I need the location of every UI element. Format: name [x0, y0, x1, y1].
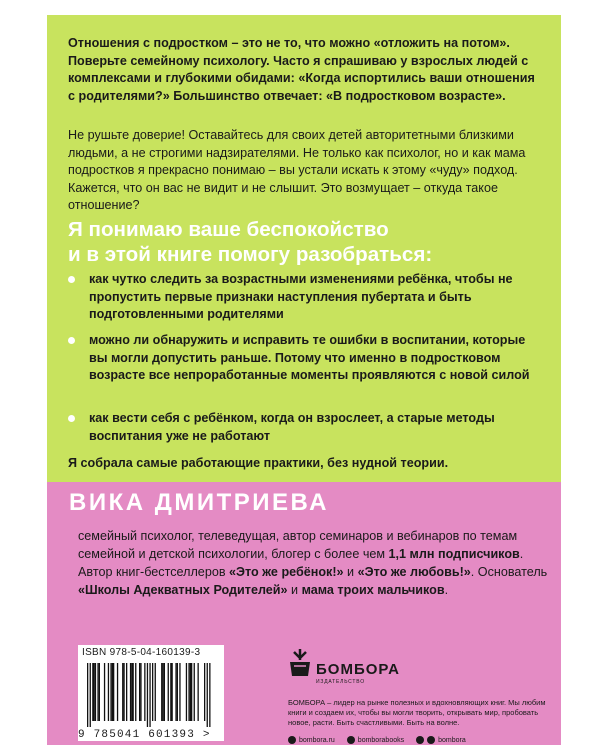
barcode-bar — [175, 663, 176, 721]
barcode-bar — [190, 663, 191, 721]
barcode-bar — [186, 663, 187, 721]
bio-text: . Автор книг-бестселлеров — [78, 547, 524, 579]
social-vk — [347, 736, 404, 744]
barcode-bar — [97, 663, 98, 721]
barcode-bar — [99, 663, 100, 721]
author-bio — [78, 527, 548, 599]
social-telegram — [416, 736, 466, 744]
intro-bold-paragraph: Отношения с подростком – это не то, что можно «отложить на потом». Поверьте семейному психологу. Часто я спрашиваю у взрослых людей с комплексами и глубокими обидами: «Когда испортились ваши отношения с родителями?» Большинство отвечает: «В подростковом возрасте». — [68, 36, 535, 103]
barcode-bar — [92, 663, 93, 721]
closing-line: Я собрала самые работающие практики, без нудной теории. — [68, 456, 449, 470]
globe-icon — [288, 736, 296, 744]
bio-text: . Основатель — [470, 565, 548, 579]
bio-text: и — [343, 565, 358, 579]
barcode-bar — [147, 663, 148, 727]
barcode-bar — [168, 663, 169, 721]
barcode-bar — [122, 663, 123, 721]
publisher-subtitle: ИЗДАТЕЛЬСТВО — [316, 679, 365, 685]
barcode-bar — [133, 663, 134, 721]
barcode-bar — [123, 663, 124, 721]
barcode-bars — [84, 663, 218, 727]
barcode-bar — [164, 663, 165, 721]
bio-highlight: «Школы Адекватных Родителей» — [78, 583, 288, 597]
barcode-digits: 9 785041 601393 > — [78, 729, 211, 741]
bio-text: и — [287, 583, 302, 597]
barcode-bar — [117, 663, 118, 721]
vk-icon — [347, 736, 355, 744]
barcode-bar — [130, 663, 131, 721]
barcode-bar — [161, 663, 162, 721]
intro-paragraph: Не рушьте доверие! Оставайтесь для своих детей авторитетными близкими людьми, а не строгими надзирателями. Не только как психолог, но и как мама подростков я прекрасно понимаю – вы устали искать к этому «чуду» подход. Кажется, что он вас не видит и не слышит. Это возмущает – откуда такое отношение? — [68, 128, 526, 212]
bullet-dot-icon — [68, 337, 75, 344]
bullet-dot-icon — [68, 415, 75, 422]
barcode-bar — [162, 663, 163, 721]
barcode-bar — [152, 663, 153, 721]
bullet-dot-icon — [68, 276, 75, 283]
barcode-bar — [113, 663, 114, 721]
barcode-bar — [188, 663, 189, 721]
bullet-text: как вести себя с ребёнком, когда он взрослеет, а старые методы воспитания уже не работают — [89, 411, 495, 443]
bio-highlight: «Это же любовь!» — [357, 565, 471, 579]
barcode-bar — [177, 663, 178, 721]
bombora-logo-icon — [288, 648, 312, 678]
barcode-bar — [198, 663, 199, 721]
barcode-bar — [110, 663, 111, 721]
barcode-bar — [155, 663, 156, 721]
heading-line-2: и в этой книге помогу разобраться: — [68, 243, 433, 266]
barcode-bar — [172, 663, 173, 721]
author-name: ВИКА ДМИТРИЕВА — [69, 489, 329, 516]
publisher-socials — [288, 736, 558, 744]
social-label: bomborabooks — [357, 736, 405, 744]
barcode-bar — [194, 663, 195, 721]
bio-text: . — [444, 583, 449, 597]
bio-highlight: мама троих мальчиков — [301, 583, 445, 597]
bullet-text: как чутко следить за возрастными изменениями ребёнка, чтобы не пропустить первые признаки наступления пубертата и быть подготовленными родителями — [89, 272, 513, 321]
barcode-bar — [149, 663, 150, 727]
barcode-bar — [94, 663, 95, 721]
barcode-bar — [131, 663, 132, 721]
barcode-bar — [144, 663, 145, 721]
heading-line-1: Я понимаю ваше беспокойство — [68, 218, 389, 241]
bio-text: семейный психолог, телеведущая, автор семинаров и вебинаров по темам семейной и детской психологии, блогер с более чем — [78, 529, 518, 561]
barcode-bar — [191, 663, 192, 721]
social-label: bombora — [438, 736, 466, 744]
barcode-box — [78, 645, 224, 741]
barcode-bar — [95, 663, 96, 721]
publisher-blurb: БОМБОРА – лидер на рынке полезных и вдохновляющих книг. Мы любим книги и создаем их, чтобы вы могли творить, открывать мир, пробовать новое, расти. Быть счастливыми. Быть на волне. — [288, 698, 546, 727]
barcode-bar — [140, 663, 141, 721]
barcode-bar — [209, 663, 210, 727]
social-website — [288, 736, 335, 744]
bio-highlight: «Это же ребёнок!» — [229, 565, 344, 579]
barcode-bar — [90, 663, 91, 727]
barcode-bar — [204, 663, 205, 721]
isbn-label: ISBN 978-5-04-160139-3 — [82, 647, 201, 658]
barcode-bar — [179, 663, 180, 721]
telegram-icon — [416, 736, 424, 744]
bio-highlight: 1,1 млн подписчиков — [388, 547, 520, 561]
barcode-bar — [112, 663, 113, 721]
barcode-bar — [108, 663, 109, 721]
barcode-bar — [170, 663, 171, 721]
back-cover — [47, 15, 561, 745]
instagram-icon — [427, 736, 435, 744]
barcode-bar — [139, 663, 140, 721]
barcode-bar — [207, 663, 208, 727]
publisher-name: БОМБОРА — [316, 661, 400, 678]
bullet-text: можно ли обнаружить и исправить те ошибки в воспитании, которые вы могли допустить раньше. Потому что именно в подростковом возрасте все непроработанные моменты проявляются с новой силой — [89, 333, 530, 382]
social-label: bombora.ru — [299, 736, 335, 744]
barcode-bar — [135, 663, 136, 721]
barcode-bar — [104, 663, 105, 721]
top-panel — [47, 15, 561, 482]
barcode-bar — [87, 663, 88, 727]
barcode-bar — [126, 663, 127, 721]
